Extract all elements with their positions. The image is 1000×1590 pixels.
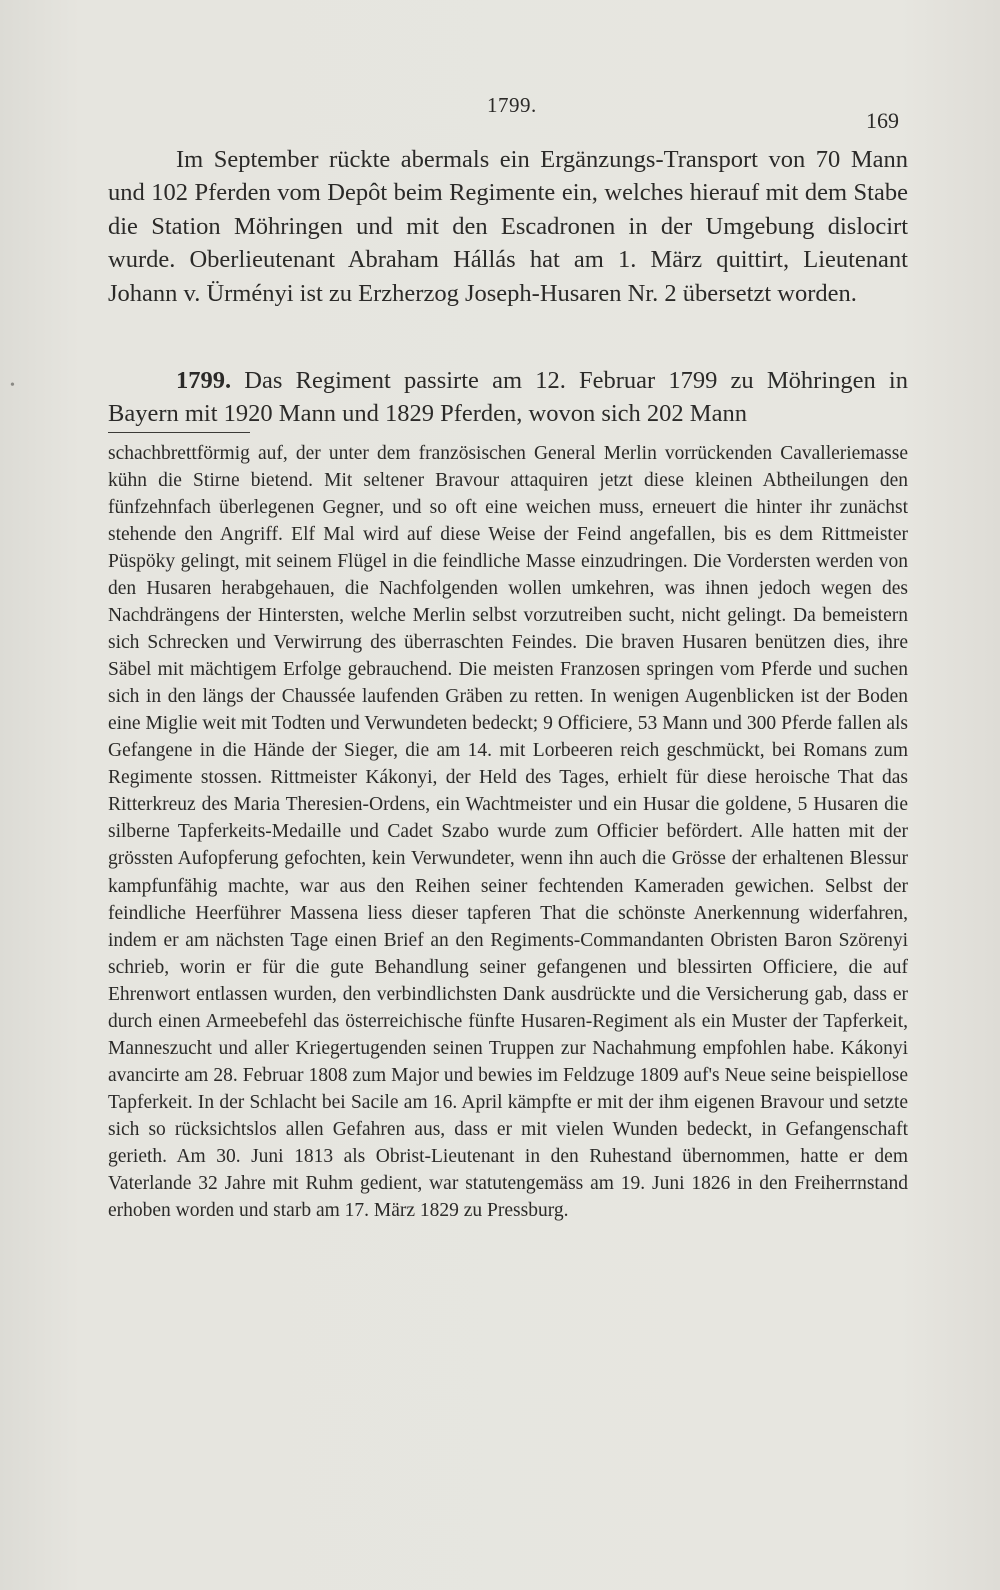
page-number: 169 bbox=[866, 108, 899, 133]
section-paragraph bbox=[108, 364, 908, 430]
running-header-year: 1799. bbox=[487, 93, 537, 117]
margin-mark: • bbox=[10, 378, 15, 393]
section-year-label: 1799. bbox=[176, 367, 232, 394]
body-paragraph: Im September rückte abermals ein Ergänzungs-Transport von 70 Mann und 102 Pferden vom Depôt beim Regimente ein, welches hierauf mit dem Stabe die Station Möhringen und mit den Escadronen in der Umgebung dislocirt wurde. Oberlieutenant Abraham Hállás hat am 1. März quittirt, Lieutenant Johann v. Ürményi ist zu Erzherzog Joseph-Husaren Nr. 2 übersetzt worden. bbox=[108, 146, 908, 307]
footnote-text: schachbrettförmig auf, der unter dem französischen General Merlin vorrückenden Cavalleriemasse kühn die Stirne bietend. Mit seltener Bravour attaquiren jetzt diese kleinen Abtheilungen den fünfzehnfach überlegenen Gegner, und so oft eine weichen muss, erneuert die hinter ihr zunächst stehende den Angriff. Elf Mal wird auf diese Weise der Feind angefallen, bis es dem Rittmeister Püspöky gelingt, mit seinem Flügel in die feindliche Masse einzudringen. Die Vordersten werden von den Husaren herabgehauen, die Nachfolgenden wollen umkehren, was ihnen jedoch wegen des Nachdrängens der Hintersten, welche Merlin selbst vorzutreiben sucht, nicht gelingt. Da bemeistern sich Schrecken und Verwirrung des überraschten Feindes. Die braven Husaren benützen dies, ihre Säbel mit mächtigem Erfolge gebrauchend. Die meisten Franzosen springen vom Pferde und suchen sich in den längs der Chaussée laufenden Gräben zu retten. In wenigen Augenblicken ist der Boden eine Miglie weit mit Todten und Verwundeten bedeckt; 9 Officiere, 53 Mann und 300 Pferde fallen als Gefangene in die Hände der Sieger, die am 14. mit Lorbeeren reich geschmückt, bei Romans zum Regimente stossen. Rittmeister Kákonyi, der Held des Tages, erhielt für diese heroische That das Ritterkreuz des Maria Theresien-Ordens, ein Wachtmeister und ein Husar die goldene, 5 Husaren die silberne Tapferkeits-Medaille und Cadet Szabo wurde zum Officier befördert. Alle hatten mit der grössten Aufopferung gefochten, kein Verwundeter, wenn ihn auch die Grösse der erhaltenen Blessur kampfunfähig machte, war aus den Reihen seiner fechtenden Kameraden gewichen. Selbst der feindliche Heerführer Massena liess dieser tapferen That die schönste Anerkennung widerfahren, indem er am nächsten Tage einen Brief an den Regiments-Commandanten Obristen Baron Szörenyi schrieb, worin er für die gute Behandlung seiner gefangenen und blessirten Officiere, die auf Ehrenwort entlassen wurden, den verbindlichsten Dank ausdrückte und die Versicherung gab, dass er durch einen Armeebefehl das österreichische fünfte Husaren-Regiment als ein Muster der Tapferkeit, Manneszucht und aller Kriegertugenden seinen Truppen zur Nachahmung empfohlen habe. Kákonyi avancirte am 28. Februar 1808 zum Major und bewies im Feldzuge 1809 auf's Neue seine beispiellose Tapferkeit. In der Schlacht bei Sacile am 16. April kämpfte er mit der ihm eigenen Bravour und setzte sich so rücksichtslos allen Gefahren aus, dass er mit vielen Wunden bedeckt, in Gefangenschaft gerieth. Am 30. Juni 1813 als Obrist-Lieutenant in den Ruhestand übernommen, hatte er dem Vaterlande 32 Jahre mit Ruhm gedient, war statutengemäss am 19. Juni 1826 in den Freiherrnstand erhoben worden und starb am 17. März 1829 zu Pressburg. bbox=[108, 443, 908, 1221]
section-text: Das Regiment passirte am 12. Februar 1799 zu Möhringen in Bayern mit 1920 Mann und 1829 Pferden, wovon sich 202 Mann bbox=[108, 367, 908, 427]
footnote-separator bbox=[108, 432, 250, 433]
